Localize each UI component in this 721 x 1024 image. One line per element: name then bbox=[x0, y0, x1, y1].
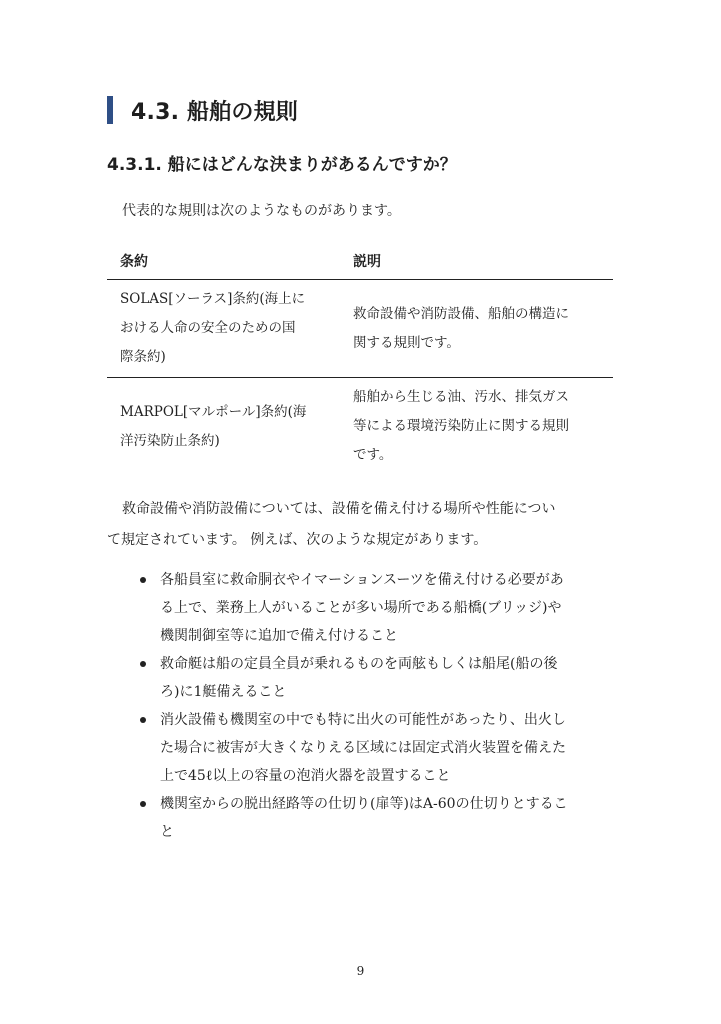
list-item-line: る上で、業務上人がいることが多い場所である船橋(ブリッジ)や bbox=[160, 600, 562, 616]
cell-line: 際条約) bbox=[120, 349, 166, 365]
list-item bbox=[138, 566, 613, 650]
body-paragraph bbox=[107, 494, 613, 556]
list-item-line: 消火設備も機関室の中でも特に出火の可能性があったり、出火し bbox=[160, 712, 566, 728]
subsection-title: 4.3.1. 船にはどんな決まりがあるんですか？ bbox=[107, 155, 457, 175]
convention-cell bbox=[107, 285, 339, 372]
table-row bbox=[107, 280, 613, 378]
section-accent-bar bbox=[107, 96, 113, 124]
list-item-line: 機関制御室等に追加で備え付けること bbox=[160, 628, 398, 644]
section-title: 4.3. 船舶の規則 bbox=[131, 99, 298, 125]
cell-line: です。 bbox=[353, 447, 393, 463]
list-item-line: と bbox=[160, 824, 174, 840]
list-item-line: た場合に被害が大きくなりえる区域には固定式消火装置を備えた bbox=[160, 740, 566, 756]
bullet-icon bbox=[140, 717, 146, 723]
paragraph-line: 救命設備や消防設備については、設備を備え付ける場所や性能につい bbox=[122, 501, 556, 517]
cell-line: 洋汚染防止条約) bbox=[120, 432, 220, 449]
list-item-line: 機関室からの脱出経路等の仕切り(扉等)はA-60の仕切りとするこ bbox=[160, 796, 568, 812]
bullet-icon bbox=[140, 661, 146, 667]
bullet-icon bbox=[140, 801, 146, 807]
table-header-row bbox=[107, 243, 613, 280]
cell-line: 船舶から生じる油、汚水、排気ガス bbox=[353, 389, 569, 405]
intro-text: 代表的な規則は次のようなものがあります。 bbox=[122, 203, 401, 219]
paragraph-line: て規定されています。 例えば、次のような規定があります。 bbox=[107, 532, 488, 548]
cell-line: MARPOL[マルポール]条約(海 bbox=[120, 403, 307, 420]
list-item-line: 上で45ℓ以上の容量の泡消火器を設置すること bbox=[160, 768, 451, 784]
section-heading bbox=[107, 92, 298, 128]
requirements-list bbox=[138, 566, 613, 846]
list-item bbox=[138, 790, 613, 846]
description-cell bbox=[339, 383, 613, 470]
list-item-line: 各船員室に救命胴衣やイマーションスーツを備え付ける必要があ bbox=[160, 572, 564, 588]
cell-line: 等による環境汚染防止に関する規則 bbox=[353, 418, 569, 434]
regulations-table bbox=[107, 243, 613, 475]
page-number: 9 bbox=[356, 964, 365, 978]
list-item-line: 救命艇は船の定員全員が乗れるものを両舷もしくは船尾(船の後 bbox=[160, 656, 558, 672]
cell-line: 救命設備や消防設備、船舶の構造に bbox=[353, 305, 569, 322]
list-item bbox=[138, 706, 613, 790]
list-item-line: ろ)に1艇備えること bbox=[160, 684, 287, 700]
bullet-icon bbox=[140, 577, 146, 583]
header-convention: 条約 bbox=[120, 254, 148, 270]
header-description: 説明 bbox=[353, 254, 381, 270]
description-cell bbox=[339, 300, 613, 358]
cell-line: SOLAS[ソーラス]条約(海上に bbox=[120, 291, 306, 307]
cell-line: 関する規則です。 bbox=[353, 334, 460, 351]
table-row bbox=[107, 378, 613, 475]
cell-line: おける人命の安全のための国 bbox=[120, 320, 296, 336]
list-item bbox=[138, 650, 613, 706]
convention-cell bbox=[107, 398, 339, 456]
